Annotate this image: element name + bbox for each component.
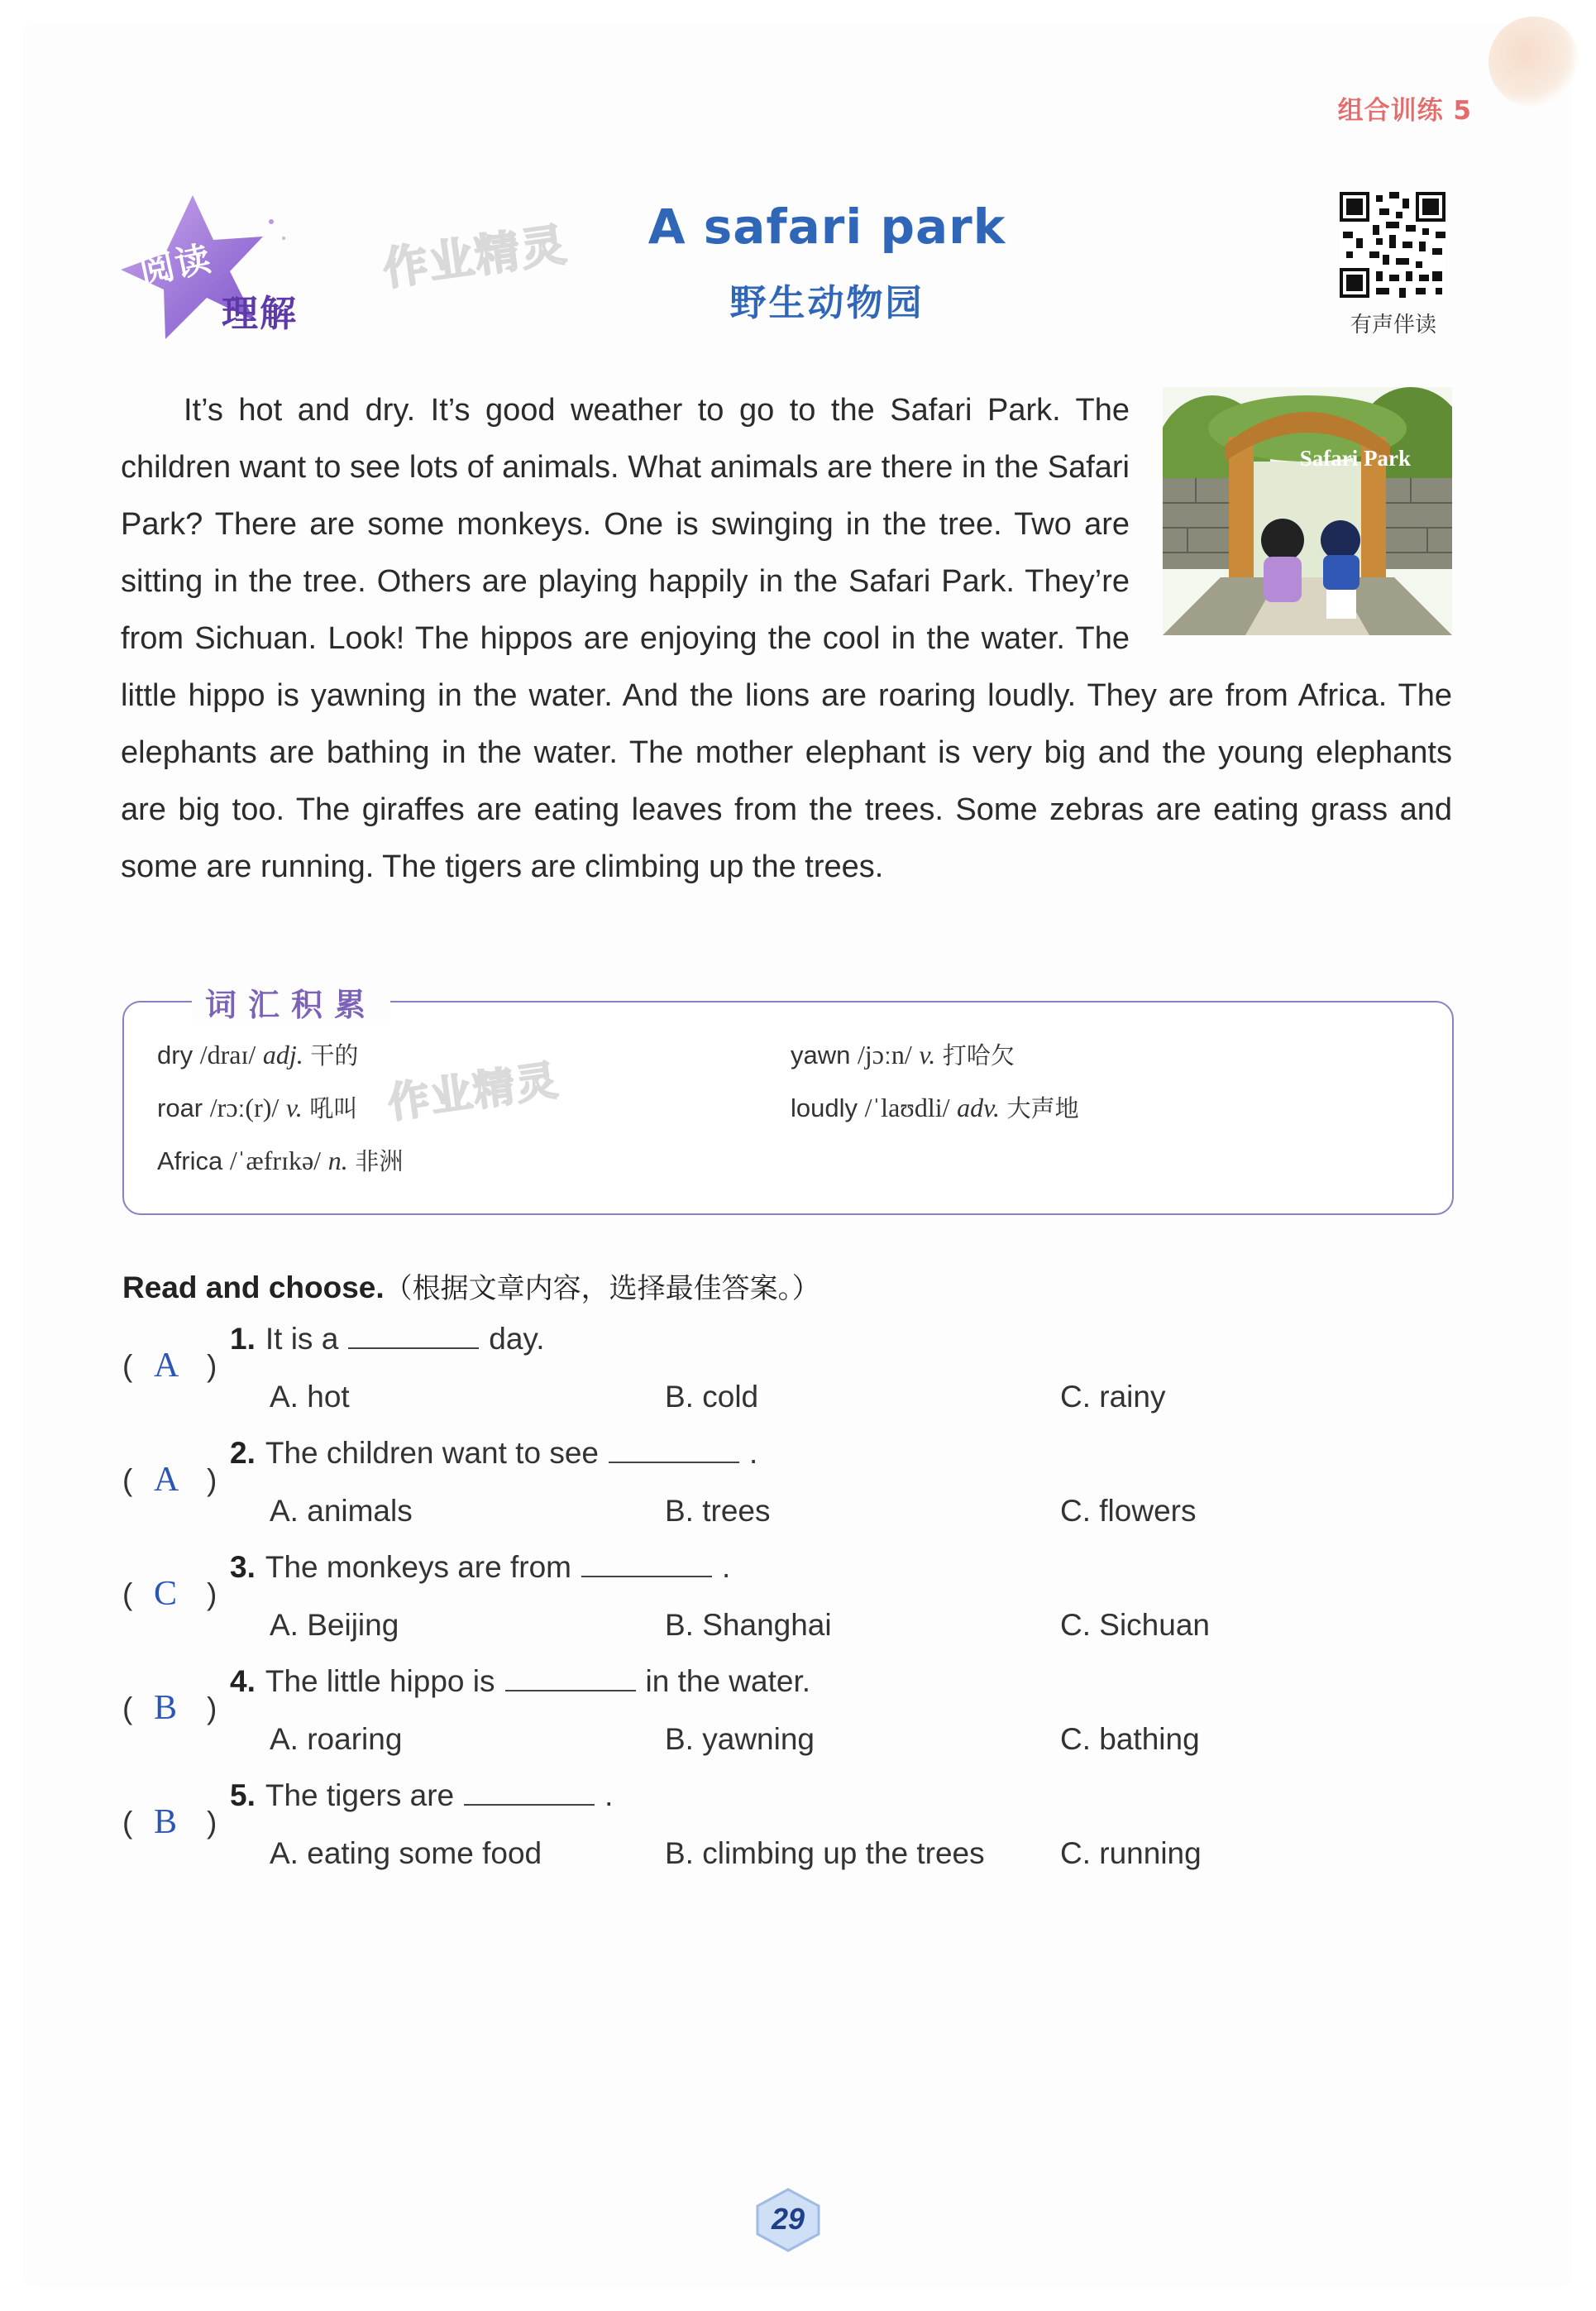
answer-3[interactable]: C — [154, 1575, 178, 1613]
q2-option-c[interactable]: C. flowers — [1060, 1494, 1197, 1528]
exercise-heading: Read and choose.（根据文章内容，选择最佳答案。） — [122, 1270, 820, 1305]
badge-line1: 阅读 — [136, 237, 216, 293]
vocabulary-watermark: 作业精灵 — [385, 1055, 562, 1128]
q4-option-a[interactable]: A. roaring — [270, 1722, 403, 1756]
answer-4[interactable]: B — [154, 1689, 178, 1727]
badge-line2: 理解 — [222, 293, 298, 335]
reading-passage — [121, 382, 1452, 896]
corner-decoration — [1488, 17, 1579, 108]
question-2: ( A ) 2. The children want to see . — [122, 1436, 758, 1499]
vocabulary-title: 词汇积累 — [192, 979, 390, 1025]
vocab-entry-dry: dry /draɪ/ adj. 干的 — [157, 1040, 359, 1069]
q5-option-a[interactable]: A. eating some food — [270, 1836, 542, 1870]
page-number: 29 — [771, 2202, 805, 2236]
q2-option-b[interactable]: B. trees — [665, 1494, 771, 1528]
vocab-entry-yawn: yawn /jɔːn/ v. 打哈欠 — [791, 1040, 1015, 1069]
unit-label: 组合训练 5 — [1337, 96, 1472, 126]
q2-option-a[interactable]: A. animals — [270, 1494, 413, 1528]
q4-option-c[interactable]: C. bathing — [1060, 1722, 1200, 1756]
title-chinese: 野生动物园 — [729, 282, 925, 324]
blank-4[interactable] — [505, 1665, 636, 1691]
blank-2[interactable] — [609, 1437, 739, 1463]
q1-option-b[interactable]: B. cold — [665, 1380, 759, 1414]
blank-5[interactable] — [464, 1779, 595, 1806]
safari-park-illustration — [1163, 387, 1452, 635]
q3-option-c[interactable]: C. Sichuan — [1060, 1608, 1210, 1642]
park-sign-text: Safari Park — [1299, 446, 1411, 471]
answer-1[interactable]: A — [154, 1347, 179, 1385]
blank-1[interactable] — [348, 1323, 479, 1349]
vocab-entry-roar: roar /rɔː(r)/ v. 吼叫 — [157, 1093, 358, 1122]
q4-option-b[interactable]: B. yawning — [665, 1722, 815, 1756]
qr-code-icon[interactable] — [1340, 192, 1445, 298]
title-english: A safari park — [647, 199, 1006, 255]
question-1: ( A ) 1. It is a day. — [122, 1322, 545, 1385]
question-3: ( C ) 3. The monkeys are from . — [122, 1550, 731, 1613]
answer-2[interactable]: A — [154, 1461, 179, 1499]
q3-option-b[interactable]: B. Shanghai — [665, 1608, 832, 1642]
passage-text: It’s hot and dry. It’s good weather to go to the Safari Park. The children want to see lots of animals. What animals are there in the Safari Park? There are some monkeys. One is swinging in the tree. Two are sitting in the tree. Others are playing happily in the Safari Park. They’re from Sichuan. Look! The hippos are enjoying the cool in the water. The little hippo is yawning in the water. And the lions are roaring loudly. They are from Africa. The elephants are bathing in the water. The mother elephant is very big and the young elephants are big too. The giraffes are eating leaves from the trees. Some zebras are eating grass and some are running. The tigers are climbing up the trees. — [121, 393, 1452, 884]
reading-badge — [114, 189, 321, 346]
q1-option-a[interactable]: A. hot — [270, 1380, 350, 1414]
q5-option-c[interactable]: C. running — [1060, 1836, 1202, 1870]
q3-option-a[interactable]: A. Beijing — [270, 1608, 399, 1642]
blank-3[interactable] — [581, 1551, 712, 1577]
q5-option-b[interactable]: B. climbing up the trees — [665, 1836, 985, 1870]
question-4: ( B ) 4. The little hippo is in the water. — [122, 1664, 811, 1727]
q1-option-c[interactable]: C. rainy — [1060, 1380, 1166, 1414]
vocabulary-box — [122, 987, 1454, 1215]
answer-5[interactable]: B — [154, 1803, 178, 1841]
vocab-entry-africa: Africa /ˈæfrɪkə/ n. 非洲 — [157, 1146, 404, 1175]
watermark: 作业精灵 — [380, 218, 571, 296]
vocab-entry-loudly: loudly /ˈlaʊdli/ adv. 大声地 — [791, 1093, 1079, 1122]
qr-label: 有声伴读 — [1350, 313, 1436, 337]
question-5: ( B ) 5. The tigers are . — [122, 1778, 614, 1841]
